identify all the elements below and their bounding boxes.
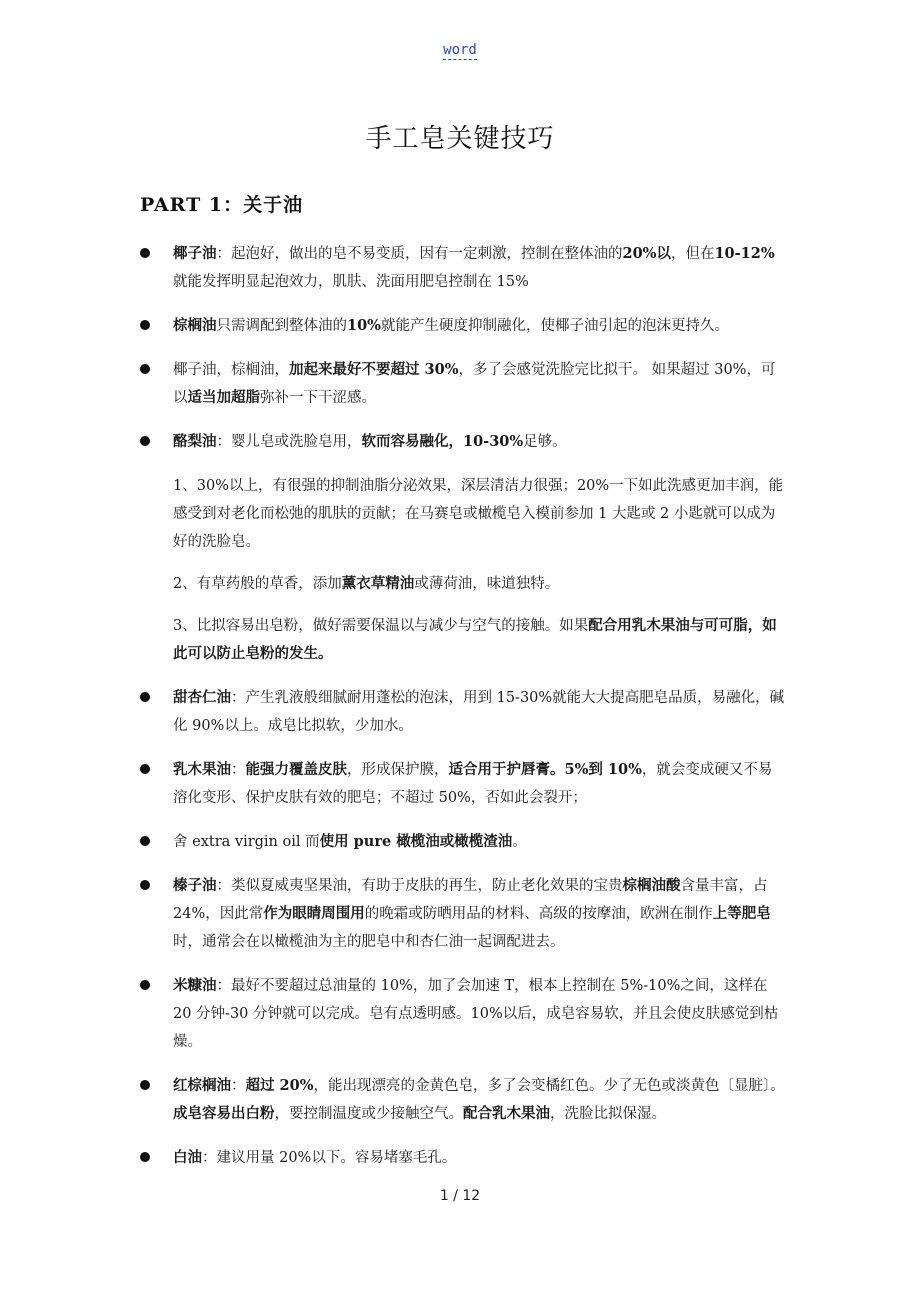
- list-item-coconut-oil: 椰子油：起泡好，做出的皂不易变质，因有一定刺激，控制在整体油的20%以，但在10-12%就能发挥明显起泡效力，肌肤、洗面用肥皂控制在 15%: [140, 240, 785, 296]
- list-item-sweet-almond-oil: 甜杏仁油：产生乳液般细腻耐用蓬松的泡沫，用到 15-30%就能大大提高肥皂品质，易融化，碱化 90%以上。成皂比拟软，少加水。: [140, 684, 785, 740]
- list-item-shortening: 白油：建议用量 20%以下。容易堵塞毛孔。: [140, 1144, 785, 1172]
- list-item-rice-bran-oil: 米糠油：最好不要超过总油量的 10%，加了会加速 T，根本上控制在 5%-10%之间，这样在 20 分钟-30 分钟就可以完成。皂有点透明感。10%以后，成皂容易软，并且会使皮肤感觉到枯燥。: [140, 972, 785, 1056]
- list-item-red-palm-oil: 红棕榈油：超过 20%，能出现漂亮的金黄色皂，多了会变橘红色。少了无色或淡黄色〔显脏〕。成皂容易出白粉，要控制温度或少接触空气。配合乳木果油，洗脸比拟保湿。: [140, 1072, 785, 1128]
- page-number: 1 / 12: [439, 1188, 481, 1204]
- part-heading: PART 1：关于油: [140, 194, 304, 216]
- list-item-hazelnut-oil: 榛子油：类似夏威夷坚果油，有助于皮肤的再生，防止老化效果的宝贵棕榈油酸含量丰富，占 24%，因此常作为眼睛周围用的晚霜或防晒用品的材料、高级的按摩油，欧洲在制作上等肥皂时，通常会在以橄榄油为主的肥皂中和杏仁油一起调配进去。: [140, 872, 785, 956]
- avocado-sub-point-2: 2、有草药般的草香，添加薰衣草精油或薄荷油，味道独特。: [173, 575, 560, 592]
- header-word-link[interactable]: word: [443, 42, 477, 58]
- list-item-avocado-oil: 酪梨油：婴儿皂或洗脸皂用，软而容易融化，10-30%足够。: [140, 428, 785, 456]
- avocado-sub-point-3: 3、比拟容易出皂粉，做好需要保温以与减少与空气的接触。如果配合用乳木果油与可可脂，如此可以防止皂粉的发生。: [173, 617, 777, 662]
- document-body: [140, 240, 785, 1188]
- avocado-sub-point-1: 1、30%以上，有很强的抑制油脂分泌效果，深层清洁力很强；20%一下如此洗感更加丰润，能感受到对老化而松弛的肌肤的贡献；在马赛皂或橄榄皂入模前参加 1 大匙或 2 小匙就可以成为好的洗脸皂。: [173, 478, 784, 550]
- list-item-palm-oil: 棕榈油只需调配到整体油的10%就能产生硬度抑制融化，使椰子油引起的泡沫更持久。: [140, 312, 785, 340]
- document-title: 手工皂关键技巧: [365, 124, 555, 154]
- list-item-coconut-palm-combined: 椰子油，棕榈油，加起来最好不要超过 30%，多了会感觉洗脸完比拟干。 如果超过 30%，可以适当加超脂弥补一下干涩感。: [140, 356, 785, 412]
- list-item-shea-butter: 乳木果油：能强力覆盖皮肤，形成保护膜，适合用于护唇膏。5%到 10%，就会变成硬又不易溶化变形、保护皮肤有效的肥皂；不超过 50%，否如此会裂开；: [140, 756, 785, 812]
- list-item-olive-oil: 舍 extra virgin oil 而使用 pure 橄榄油或橄榄渣油。: [140, 828, 785, 856]
